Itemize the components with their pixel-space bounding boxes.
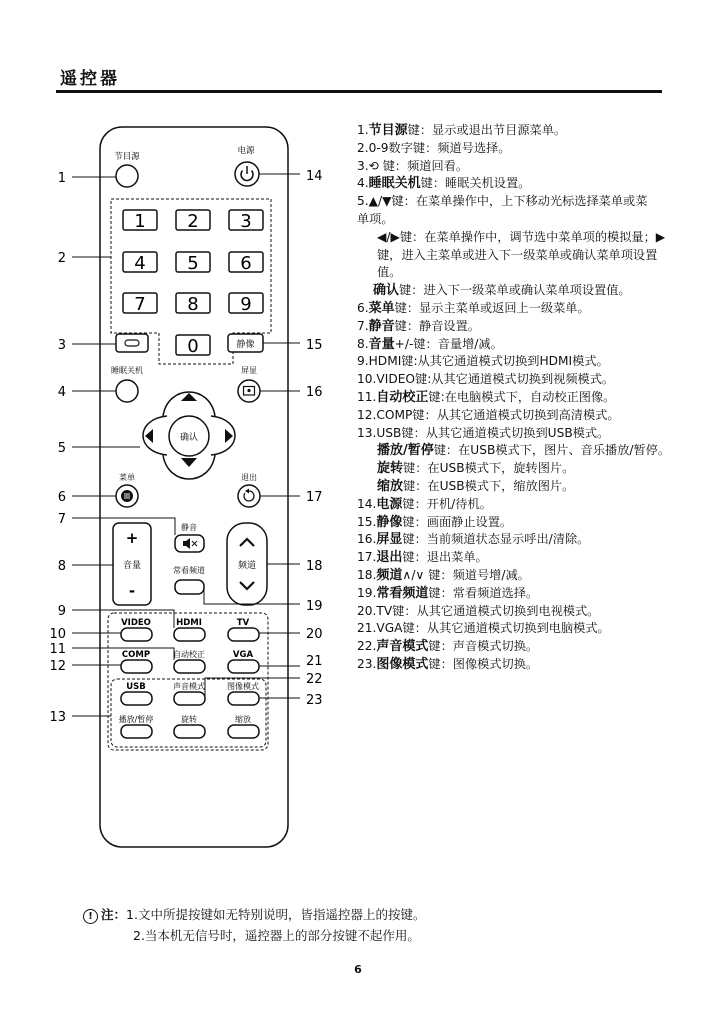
description-text: 键：图像模式切换。 <box>428 656 539 671</box>
note <box>83 904 425 946</box>
video-button[interactable] <box>121 628 152 641</box>
description-item <box>357 158 687 176</box>
play-pause-label: 播放/暂停 <box>118 715 154 724</box>
rotate-button[interactable] <box>174 725 205 738</box>
description-key: 电源 <box>376 496 403 512</box>
still-label: 静像 <box>236 340 255 350</box>
hdmi-label: HDMI <box>176 618 202 628</box>
note-label: 注： <box>101 907 127 922</box>
description-text: 键：当前频道状态显示呼出/清除。 <box>402 532 590 547</box>
description-number: 18. <box>357 567 377 582</box>
description-text: +/-键：音量增/减。 <box>394 336 503 351</box>
play-pause-button[interactable] <box>121 725 152 738</box>
rotate-label: 旋转 <box>181 715 197 724</box>
description-number: 11. <box>357 389 377 404</box>
note-text-1: 1.文中所提按键如无特别说明，皆指遥控器上的按键。 <box>126 907 426 922</box>
description-text: 0-9数字键：频道号选择。 <box>368 140 511 155</box>
power-button[interactable] <box>235 162 259 186</box>
auto-button[interactable] <box>174 660 205 673</box>
description-key: 退出 <box>376 550 403 566</box>
digit-key-4[interactable] <box>123 252 157 274</box>
video-label: VIDEO <box>121 618 151 628</box>
callout-number-9: 9 <box>57 604 66 619</box>
digit-key-3[interactable] <box>229 210 263 232</box>
description-key: 睡眠关机 <box>368 176 421 192</box>
description-key: 频道 <box>376 567 403 583</box>
section-title: 遥控器 <box>60 69 120 89</box>
description-text: HDMI键:从其它通道模式切换到HDMI模式。 <box>368 354 609 369</box>
description-key: 播放/暂停 <box>377 443 434 459</box>
description-text: 键：显示主菜单或返回上一级菜单。 <box>394 300 590 315</box>
description-text: 键：显示或退出节目源菜单。 <box>407 123 567 137</box>
description-item <box>357 496 687 514</box>
auto-label: 自动校正 <box>173 650 205 659</box>
callout-number-5: 5 <box>57 441 66 456</box>
callout-number-13: 13 <box>49 710 66 725</box>
callout-number-17: 17 <box>306 490 323 505</box>
digit-key-0[interactable] <box>176 335 210 357</box>
back-button[interactable] <box>116 334 148 352</box>
source-label: 节目源 <box>114 152 140 162</box>
channel-label: 频道 <box>237 561 257 571</box>
mute-button[interactable] <box>175 535 204 552</box>
description-item <box>357 300 687 318</box>
digit-label: 1 <box>134 211 146 232</box>
digit-label: 2 <box>187 211 199 232</box>
description-text: VIDEO键:从其它通道模式切换到视频模式。 <box>376 372 615 387</box>
hdmi-button[interactable] <box>174 628 205 641</box>
description-text: 键：静音设置。 <box>394 318 480 333</box>
description-item <box>357 460 687 478</box>
ok-label: 确认 <box>179 433 199 443</box>
sleep-label: 睡眠关机 <box>111 366 143 375</box>
callout-number-6: 6 <box>57 490 66 505</box>
description-text: 键：常看频道选择。 <box>428 585 539 600</box>
description-key: 音量 <box>368 336 395 352</box>
exit-button[interactable] <box>238 485 260 507</box>
description-number: 17. <box>357 550 377 565</box>
zoom-label: 缩放 <box>235 715 251 724</box>
description-item <box>357 603 687 621</box>
description-text: USB键：从其它通道模式切换到USB模式。 <box>376 425 610 440</box>
description-item <box>357 229 679 282</box>
power-label: 电源 <box>237 146 255 156</box>
description-key: 节目源 <box>368 123 408 138</box>
description-text: ◀/▶键：在菜单操作中，调节选中菜单项的模拟量；▶键，进入主菜单或进入下一级菜单或确认菜单项设置值。 <box>377 229 666 280</box>
description-key: 旋转 <box>377 461 404 477</box>
callout-number-16: 16 <box>306 385 323 400</box>
key-description-list <box>357 122 687 674</box>
description-key: 菜单 <box>368 300 395 316</box>
description-item <box>357 371 687 389</box>
description-number: 10. <box>357 372 377 387</box>
description-text: 键：声音模式切换。 <box>428 639 539 654</box>
description-number: 4. <box>357 176 369 191</box>
description-text: 键:在电脑模式下，自动校正图像。 <box>428 389 616 404</box>
description-text: ▲/▼键：在菜单操作中，上下移动光标选择菜单或菜单项。 <box>357 194 648 226</box>
description-text: 键：画面静止设置。 <box>402 514 513 529</box>
description-number: 16. <box>357 532 377 547</box>
sound-mode-label: 声音模式 <box>173 682 205 691</box>
description-key: 静音 <box>368 318 395 334</box>
description-number: 9. <box>357 354 369 369</box>
description-item <box>357 549 687 567</box>
callout-number-10: 10 <box>49 627 66 642</box>
callout-number-2: 2 <box>57 251 66 266</box>
digit-label: 3 <box>240 211 252 232</box>
note-line-1 <box>83 904 425 925</box>
description-item <box>357 122 687 140</box>
usb-label: USB <box>126 682 146 692</box>
description-item <box>357 585 687 603</box>
menu-button[interactable] <box>116 485 138 507</box>
zoom-button[interactable] <box>228 725 259 738</box>
description-item <box>357 514 687 532</box>
digit-label: 8 <box>187 294 199 315</box>
description-number: 22. <box>357 639 377 654</box>
description-text: TV键：从其它通道模式切换到电视模式。 <box>376 603 600 618</box>
description-text: ⟲ 键：频道回看。 <box>368 158 469 173</box>
callout-number-7: 7 <box>57 512 66 527</box>
digit-label: 7 <box>134 294 146 315</box>
description-number: 1. <box>357 123 369 137</box>
description-item <box>357 282 675 300</box>
description-item <box>357 353 662 371</box>
display-label: 屏显 <box>241 366 257 375</box>
description-text: ∧/∨ 键：频道号增/减。 <box>402 567 530 582</box>
description-number: 23. <box>357 656 377 671</box>
description-item <box>357 389 687 407</box>
description-item <box>357 442 677 460</box>
description-item <box>357 336 662 354</box>
source-button[interactable] <box>116 165 138 187</box>
description-number: 2. <box>357 140 369 155</box>
description-item <box>357 407 687 425</box>
callout-number-15: 15 <box>306 338 323 353</box>
callout-number-12: 12 <box>49 659 66 674</box>
description-number: 7. <box>357 318 369 333</box>
description-text: VGA键：从其它通道模式切换到电脑模式。 <box>376 621 610 636</box>
description-key: 静像 <box>376 514 403 530</box>
callout-number-4: 4 <box>57 385 66 400</box>
volume-minus: - <box>128 582 136 600</box>
callout-number-1: 1 <box>57 171 66 186</box>
description-item <box>357 175 687 193</box>
description-key: 缩放 <box>377 478 404 494</box>
page-number: 6 <box>354 963 362 976</box>
description-number: 21. <box>357 621 377 636</box>
description-item <box>357 620 687 638</box>
digit-key-1[interactable] <box>123 210 157 232</box>
description-number: 20. <box>357 603 377 618</box>
callout-number-8: 8 <box>57 559 66 574</box>
description-number: 13. <box>357 425 377 440</box>
description-text: COMP键：从其它通道模式切换到高清模式。 <box>376 407 620 422</box>
description-item <box>357 638 687 656</box>
description-text: 键：进入下一级菜单或确认菜单项设置值。 <box>399 283 631 298</box>
digit-label: 0 <box>187 336 199 357</box>
description-key: 图像模式 <box>376 656 429 672</box>
description-key: 屏显 <box>376 532 403 548</box>
exit-label: 退出 <box>241 473 257 482</box>
digit-label: 9 <box>240 294 252 315</box>
favorite-label: 常看频道 <box>173 566 205 575</box>
volume-label: 音量 <box>122 561 142 571</box>
description-item <box>357 193 659 229</box>
description-key: 声音模式 <box>376 639 429 655</box>
tv-button[interactable] <box>228 628 259 641</box>
description-number: 15. <box>357 514 377 529</box>
display-button[interactable] <box>238 380 260 402</box>
mute-label: 静音 <box>181 523 197 532</box>
digit-key-2[interactable] <box>176 210 210 232</box>
description-key: 确认 <box>373 283 400 299</box>
sound-mode-button[interactable] <box>174 692 205 705</box>
callout-number-3: 3 <box>57 338 66 353</box>
callout-number-18: 18 <box>306 559 323 574</box>
description-number: 14. <box>357 496 377 511</box>
callout-number-23: 23 <box>306 693 323 708</box>
description-number: 3. <box>357 158 369 173</box>
note-text-2: 2.当本机无信号时，遥控器上的部分按键不起作用。 <box>133 928 420 943</box>
description-text: 键：退出菜单。 <box>402 550 488 565</box>
menu-label: 菜单 <box>119 473 135 482</box>
vga-button[interactable] <box>228 660 259 673</box>
callout-number-20: 20 <box>306 627 323 642</box>
picture-mode-label: 图像模式 <box>227 682 259 691</box>
callout-number-21: 21 <box>306 654 323 669</box>
description-text: 键：睡眠关机设置。 <box>420 176 531 191</box>
description-number: 5. <box>357 194 369 209</box>
digit-key-7[interactable] <box>123 293 157 315</box>
description-item <box>357 567 687 585</box>
description-text: 键：开机/待机。 <box>402 496 492 511</box>
sleep-button[interactable] <box>116 380 138 402</box>
warning-icon: ! <box>83 909 98 924</box>
description-item <box>357 425 687 443</box>
digit-label: 5 <box>187 253 199 274</box>
description-number: 6. <box>357 300 369 315</box>
usb-button[interactable] <box>121 692 152 705</box>
volume-plus: + <box>125 529 139 547</box>
comp-label: COMP <box>121 650 151 660</box>
digit-key-5[interactable] <box>176 252 210 274</box>
callout-number-14: 14 <box>306 169 323 184</box>
description-key: 自动校正 <box>376 389 429 405</box>
tv-label: TV <box>236 618 250 628</box>
digit-key-6[interactable] <box>229 252 263 274</box>
still-button[interactable] <box>228 334 263 352</box>
vga-label: VGA <box>232 650 254 660</box>
description-item <box>357 478 687 496</box>
description-item <box>357 318 687 336</box>
comp-button[interactable] <box>121 660 152 673</box>
callout-number-11: 11 <box>49 642 66 657</box>
description-number: 19. <box>357 585 377 600</box>
digit-key-9[interactable] <box>229 293 263 315</box>
description-text: 键：在USB模式下，图片、音乐播放/暂停。 <box>433 443 671 458</box>
digit-key-8[interactable] <box>176 293 210 315</box>
callout-number-19: 19 <box>306 599 323 614</box>
digit-label: 6 <box>240 253 252 274</box>
picture-mode-button[interactable] <box>228 692 259 705</box>
description-number: 8. <box>357 336 369 351</box>
description-item <box>357 531 687 549</box>
description-item <box>357 140 687 158</box>
description-item <box>357 656 687 674</box>
favorite-button[interactable] <box>175 580 204 594</box>
description-key: 常看频道 <box>376 585 429 601</box>
digit-label: 4 <box>134 253 146 274</box>
description-text: 键：在USB模式下，旋转图片。 <box>403 461 575 476</box>
description-text: 键：在USB模式下，缩放图片。 <box>403 478 575 493</box>
callout-number-22: 22 <box>306 672 323 687</box>
description-number: 12. <box>357 407 377 422</box>
